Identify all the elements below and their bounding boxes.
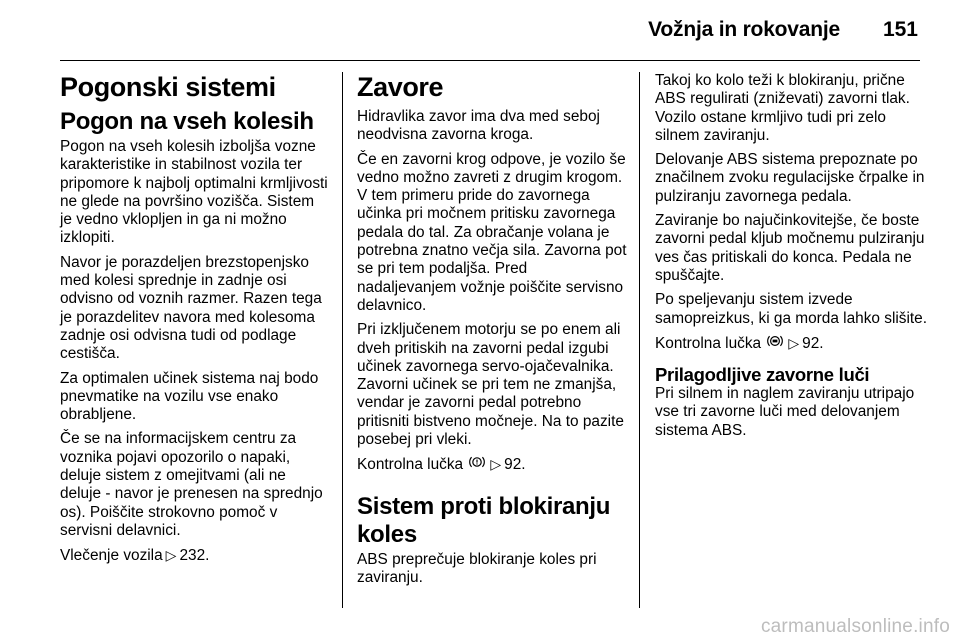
paragraph: Zaviranje bo najučinkovitejše, če boste zavorni pedal kljub močnemu pulziranju ves čas pritiskali do konca. Pedala ne spuščajte. — [655, 212, 925, 284]
subsection-heading-all-wheel-drive: Pogon na vseh kolesih — [60, 108, 314, 135]
paragraph: ABS preprečuje blokiranje koles pri zaviranju. — [357, 550, 597, 586]
paragraph: Po speljevanju sistem izvede samopreizkus, ki ga morda lahko slišite. — [655, 291, 928, 327]
cross-reference-towing: Vlečenje vozila ▷ 232. — [60, 547, 210, 565]
watermark: carmanualsonline.info — [760, 616, 950, 637]
abs-warning-lamp-icon — [767, 334, 783, 353]
page-reference-arrow-icon: ▷ — [788, 334, 800, 351]
column-divider-2 — [639, 72, 640, 608]
chapter-title: Vožnja in rokovanje — [648, 18, 840, 41]
page-number: 151 — [882, 18, 918, 41]
column-divider-1 — [342, 72, 343, 608]
paragraph: Delovanje ABS sistema prepoznate po značilnem zvoku regulacijske črpalke in pulziranju zavornega pedala. — [655, 151, 925, 205]
paragraph: Takoj ko kolo teži k blokiranju, pričnе ABS regulirati (zniževati) zavorni tlak. Vozilo ostane krmljivo tudi pri zelo silnem zaviranju. — [655, 72, 910, 144]
subsection-heading-abs: Sistem proti blokiranju koles — [357, 492, 611, 548]
column-2 — [357, 72, 627, 593]
paragraph: Navor je porazdeljen brezstopenjsko med kolesi sprednje in zadnje osi odvisno od voznih razmer. Razen tega je porazdelitev navora med kolesoma zadnje osi odvisna tudi od podlage cestišča. — [60, 253, 322, 363]
subsection-heading-adaptive-brake-lights: Prilagodljive zavorne luči — [655, 364, 870, 386]
page-reference-arrow-icon: ▷ — [490, 456, 502, 473]
column-3 — [655, 72, 930, 446]
paragraph: Pri izključenem motorju se po enem ali dveh pritiskih na zavorni pedal izgubi učinek zavornega servo-ojačevalnika. Zavorni učinek se pri tem ne zmanjša, vendar je zavorni pedal potrebno pritisniti bistveno močneje. Na to pazite posebej pri vleki. — [357, 321, 624, 449]
paragraph: Za optimalen učinek sistema naj bodo pnevmatike na vozilu vse enako obrabljene. — [60, 369, 319, 424]
brake-warning-lamp-icon — [469, 455, 485, 474]
cross-reference-brake-lamp: Kontrolna lučka ▷ 92. — [357, 456, 526, 474]
page-reference-arrow-icon: ▷ — [165, 547, 177, 564]
header-divider — [60, 60, 920, 61]
paragraph: Če se na informacijskem centru za voznika pojavi opozorilo o napaki, deluje sistem z omejitvami (ali ne deluje - navor je prenesen na sprednjo os). Poiščite strokovno pomoč v servisni delavnici. — [60, 430, 323, 539]
paragraph: Hidravlika zavor ima dva med seboj neodvisna zavorna kroga. — [357, 108, 600, 144]
paragraph: Če en zavorni krog odpove, je vozilo še vedno možno zavreti z drugim krogom. V tem primeru pride do zavornega učinka pri močnem pritisku zavornega pedala do tal. Za obračanje volana je potrebna znatno večja sila. Zavorna pot se pri tem podaljša. Pred nadaljevanjem vožnje poiščite servisno delavnico. — [357, 150, 627, 314]
paragraph: Pri silnem in naglem zaviranju utripajo vse tri zavorne luči med delovanjem sistema ABS. — [655, 385, 915, 439]
section-heading-drive-systems: Pogonski sistemi — [60, 72, 276, 102]
column-1 — [60, 72, 330, 572]
paragraph: Pogon na vseh kolesih izboljša vozne karakteristike in stabilnost vozila ter pripomore k najbolj optimalni krmljivosti ne glede na površino vozišča. Sistem je vedno vklopljen in ga ni možno izklopiti. — [60, 138, 328, 247]
section-heading-brakes: Zavore — [357, 72, 444, 102]
cross-reference-abs-lamp: Kontrolna lučka ▷ 92. — [655, 334, 824, 352]
page-header — [0, 0, 960, 60]
